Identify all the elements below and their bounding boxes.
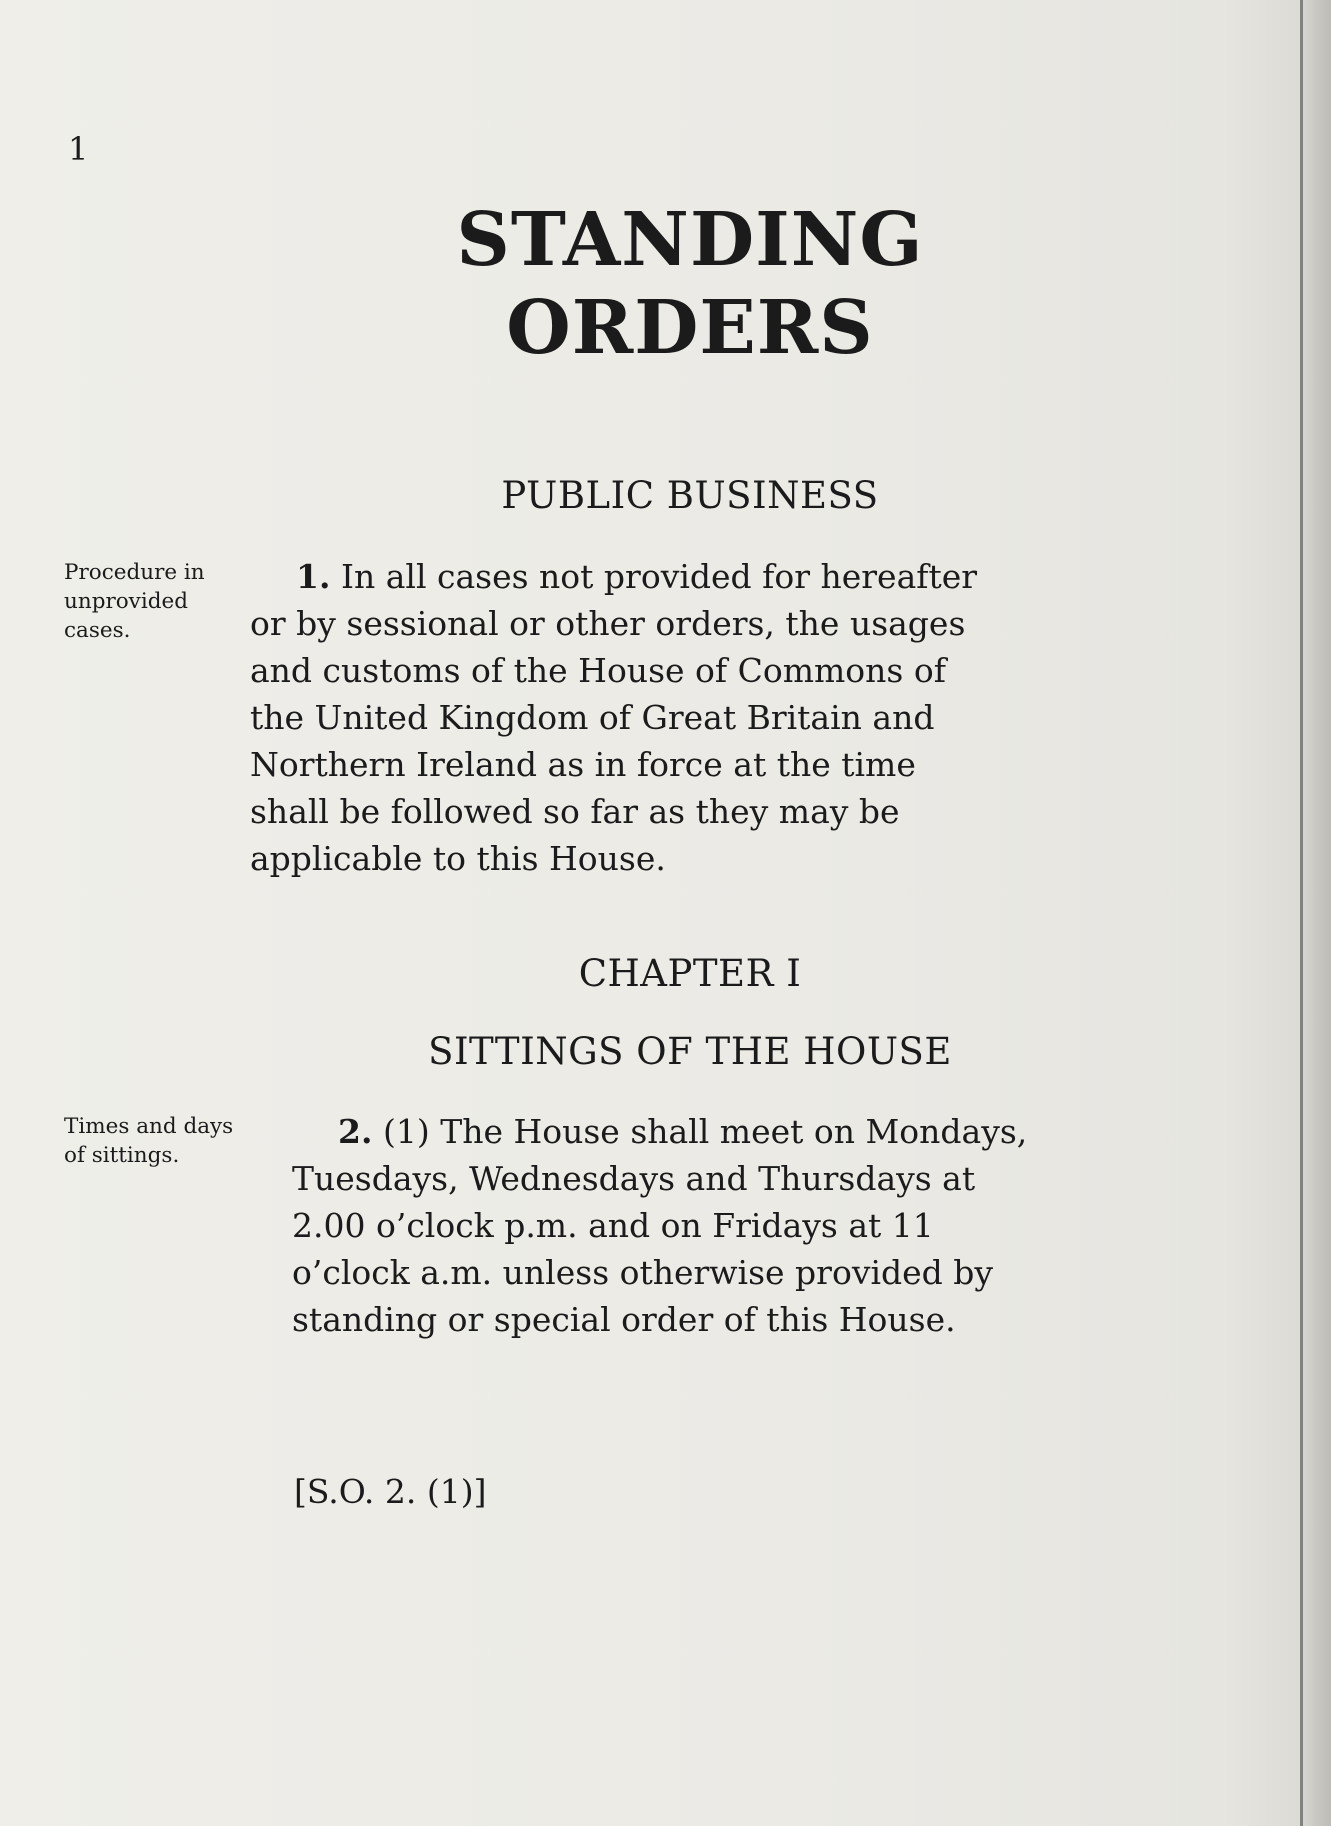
section-heading: PUBLIC BUSINESS [501, 474, 879, 517]
document-title [260, 196, 1120, 372]
paragraph-line: shall be followed so far as they may be [250, 792, 900, 831]
paragraph-1 [250, 553, 1070, 882]
margin-note-procedure [64, 558, 264, 645]
footer-reference: [S.O. 2. (1)] [294, 1472, 487, 1511]
paragraph-number: 1. [296, 557, 331, 596]
paragraph-text: In all cases not provided for hereafter [340, 557, 978, 596]
margin-note-sittings [64, 1112, 264, 1170]
margin-note-line: of sittings. [64, 1143, 180, 1168]
title-line-2: ORDERS [506, 285, 874, 371]
margin-note-line: Times and days [64, 1114, 234, 1139]
page-edge-line [1300, 0, 1303, 1826]
paragraph-line [338, 1108, 1066, 1155]
paragraph-line: and customs of the House of Commons of [250, 651, 946, 690]
paragraph-line [296, 553, 1070, 600]
paragraph-line: the United Kingdom of Great Britain and [250, 698, 935, 737]
paragraph-line: Northern Ireland as in force at the time [250, 745, 916, 784]
chapter-subheading: SITTINGS OF THE HOUSE [428, 1030, 952, 1073]
paragraph-line: standing or special order of this House. [292, 1300, 956, 1339]
paragraph-line: Tuesdays, Wednesdays and Thursdays at [292, 1159, 976, 1198]
margin-note-line: cases. [64, 618, 131, 643]
paragraph-text: (1) The House shall meet on Mondays, [382, 1112, 1028, 1151]
page-number: 1 [68, 130, 89, 168]
paragraph-line: applicable to this House. [250, 839, 666, 878]
paragraph-line: o’clock a.m. unless otherwise provided by [292, 1253, 994, 1292]
margin-note-line: unprovided [64, 589, 188, 614]
chapter-heading: CHAPTER I [578, 952, 802, 995]
paragraph-line: 2.00 o’clock p.m. and on Fridays at 11 [292, 1206, 934, 1245]
book-spine-shadow [1301, 0, 1331, 1826]
title-line-1: STANDING [456, 197, 924, 283]
paragraph-2 [292, 1108, 1066, 1343]
paragraph-line: or by sessional or other orders, the usages [250, 604, 966, 643]
margin-note-line: Procedure in [64, 560, 205, 585]
paragraph-number: 2. [338, 1112, 373, 1151]
